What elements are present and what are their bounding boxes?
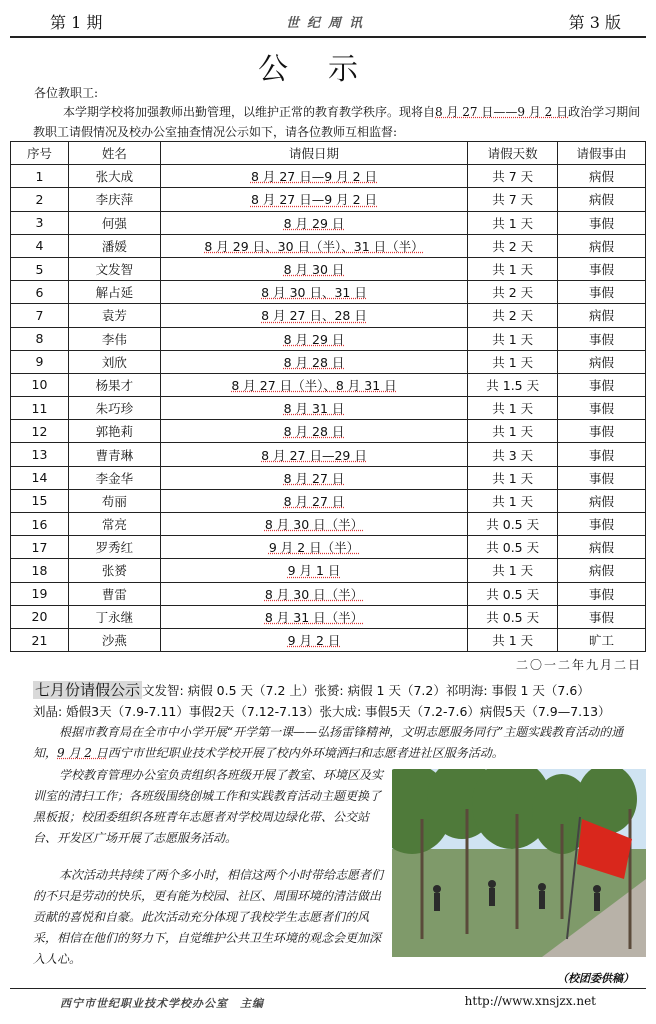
row-name: 郭艳莉 (68, 420, 160, 443)
row-date: 8 月 28 日 (160, 350, 467, 373)
row-date: 8 月 27 日—9 月 2 日 (160, 188, 467, 211)
table-body (11, 165, 646, 652)
page-footer (10, 988, 646, 1019)
row-name: 何强 (68, 211, 160, 234)
row-date: 8 月 31 日 (160, 397, 467, 420)
row-reason: 事假 (558, 257, 646, 280)
row-days: 共 1 天 (468, 397, 558, 420)
row-reason: 病假 (558, 350, 646, 373)
intro-paragraph (33, 102, 642, 142)
row-reason: 事假 (558, 397, 646, 420)
table-row (11, 304, 646, 327)
row-name: 丁永继 (68, 605, 160, 628)
row-name: 苟丽 (68, 489, 160, 512)
row-days: 共 1 天 (468, 327, 558, 350)
table-row (11, 397, 646, 420)
row-index: 16 (11, 513, 69, 536)
july-line-2: 刘晶: 婚假3天（7.9-7.11）事假2天（7.12-7.13）张大成: 事假5天（7.2-7.6）病假5天（7.9—7.13） (33, 704, 611, 719)
row-reason: 病假 (558, 559, 646, 582)
col-header-name: 姓名 (68, 142, 160, 165)
row-reason: 事假 (558, 420, 646, 443)
row-name: 文发智 (68, 257, 160, 280)
table-row (11, 536, 646, 559)
row-date: 8 月 29 日 (160, 211, 467, 234)
row-index: 9 (11, 350, 69, 373)
intro-date-range: 8 月 27 日——9 月 2 日 (435, 105, 569, 119)
row-days: 共 0.5 天 (468, 605, 558, 628)
row-name: 刘欣 (68, 350, 160, 373)
row-index: 3 (11, 211, 69, 234)
table-row (11, 489, 646, 512)
row-index: 14 (11, 466, 69, 489)
notice-date: 二〇一二年九月二日 (515, 658, 642, 672)
row-reason: 事假 (558, 582, 646, 605)
row-index: 6 (11, 281, 69, 304)
row-date: 8 月 30 日（半） (160, 582, 467, 605)
row-date: 9 月 2 日 (160, 628, 467, 651)
table-row (11, 257, 646, 280)
issue-number: 第 1 期 (50, 13, 103, 32)
table-row (11, 466, 646, 489)
row-name: 解占延 (68, 281, 160, 304)
row-days: 共 2 天 (468, 281, 558, 304)
intro-text-2: 政治学习期间教职工请假情况及校办公室抽查情况公示如下，请各位教师互相监督: (33, 105, 641, 139)
row-days: 共 3 天 (468, 443, 558, 466)
article-p1-text-a: 根据市教育局在全市中小学开展“开学第一课——弘扬雷锋精神，文明志愿服务同行”主题实践教育活动的通知， (33, 725, 624, 760)
page-header (10, 6, 646, 38)
leave-table (10, 141, 646, 652)
row-date: 8 月 29 日、30 日（半）、31 日（半） (160, 234, 467, 257)
row-name: 张赟 (68, 559, 160, 582)
row-reason: 事假 (558, 281, 646, 304)
row-index: 8 (11, 327, 69, 350)
row-reason: 事假 (558, 373, 646, 396)
july-line-1: 文发智: 病假 0.5 天（7.2 上）张赟: 病假 1 天（7.2）祁明海: 事假 1 天（7.6） (142, 683, 590, 698)
row-reason: 事假 (558, 443, 646, 466)
row-days: 共 1 天 (468, 420, 558, 443)
row-name: 罗秀红 (68, 536, 160, 559)
volunteer-photo (392, 769, 646, 957)
row-index: 7 (11, 304, 69, 327)
table-row (11, 234, 646, 257)
article-paragraph-1 (33, 722, 643, 764)
row-reason: 事假 (558, 327, 646, 350)
table-row (11, 443, 646, 466)
row-days: 共 1 天 (468, 211, 558, 234)
july-leave-notice (33, 680, 643, 764)
row-date: 9 月 2 日（半） (160, 536, 467, 559)
row-days: 共 1 天 (468, 489, 558, 512)
table-row (11, 327, 646, 350)
table-row (11, 281, 646, 304)
article-paragraph-3: 本次活动共持续了两个多小时，相信这两个小时带给志愿者们的不只是劳动的快乐，更有能为校园、社区、周围环境的清洁做出贡献的喜悦和自豪。此次活动充分体现了我校学生志愿者们的风采，相信在他们的努力下，自觉维护公共卫生环境的观念会更加深入人心。 (33, 868, 384, 966)
row-reason: 事假 (558, 605, 646, 628)
row-days: 共 1 天 (468, 257, 558, 280)
row-reason: 病假 (558, 165, 646, 188)
row-reason: 病假 (558, 188, 646, 211)
row-index: 20 (11, 605, 69, 628)
row-reason: 病假 (558, 234, 646, 257)
page-title: 公示 (258, 52, 398, 87)
row-date: 8 月 30 日 (160, 257, 467, 280)
row-index: 10 (11, 373, 69, 396)
article-p1-text-b: 西宁市世纪职业技术学校开展了校内外环境洒扫和志愿者进社区服务活动。 (107, 746, 504, 760)
table-row (11, 559, 646, 582)
table-row (11, 165, 646, 188)
intro-text-1: 本学期学校将加强教师出勤管理，以维护正常的教育教学秩序。现将自 (63, 105, 436, 119)
table-row (11, 350, 646, 373)
page-number: 第 3 版 (568, 13, 621, 32)
row-index: 15 (11, 489, 69, 512)
row-days: 共 1 天 (468, 628, 558, 651)
row-days: 共 1 天 (468, 466, 558, 489)
row-name: 李金华 (68, 466, 160, 489)
table-row (11, 605, 646, 628)
row-date: 8 月 30 日、31 日 (160, 281, 467, 304)
row-name: 李伟 (68, 327, 160, 350)
row-reason: 旷工 (558, 628, 646, 651)
row-name: 张大成 (68, 165, 160, 188)
row-index: 17 (11, 536, 69, 559)
row-days: 共 0.5 天 (468, 582, 558, 605)
row-days: 共 1.5 天 (468, 373, 558, 396)
row-reason: 事假 (558, 211, 646, 234)
row-name: 曹雷 (68, 582, 160, 605)
row-date: 8 月 27 日 (160, 489, 467, 512)
row-name: 常亮 (68, 513, 160, 536)
row-date: 8 月 27 日—29 日 (160, 443, 467, 466)
row-date: 8 月 27 日、28 日 (160, 304, 467, 327)
row-index: 2 (11, 188, 69, 211)
row-reason: 病假 (558, 304, 646, 327)
row-date: 8 月 29 日 (160, 327, 467, 350)
row-name: 袁芳 (68, 304, 160, 327)
row-reason: 事假 (558, 466, 646, 489)
table-row (11, 420, 646, 443)
row-index: 18 (11, 559, 69, 582)
photo-credit: （校团委供稿） (557, 972, 634, 985)
row-reason: 病假 (558, 489, 646, 512)
row-days: 共 1 天 (468, 559, 558, 582)
row-name: 朱巧珍 (68, 397, 160, 420)
row-date: 9 月 1 日 (160, 559, 467, 582)
table-row (11, 513, 646, 536)
newsletter-name: 世纪周讯 (285, 16, 370, 31)
row-index: 19 (11, 582, 69, 605)
row-index: 1 (11, 165, 69, 188)
row-days: 共 0.5 天 (468, 513, 558, 536)
col-header-index: 序号 (11, 142, 69, 165)
table-row (11, 188, 646, 211)
table-row (11, 211, 646, 234)
row-index: 4 (11, 234, 69, 257)
table-row (11, 628, 646, 651)
greeting: 各位教职工: (34, 86, 99, 100)
row-index: 5 (11, 257, 69, 280)
article-paragraph-2: 学校教育管理办公室负责组织各班级开展了教室、环境区及实训室的清扫工作；各班级围绕创城工作和实践教育活动主题更换了黑板报；校团委组织各班青年志愿者对学校周边绿化带、公交站台、开发区广场开展了志愿服务活动。 (33, 768, 384, 845)
row-days: 共 7 天 (468, 188, 558, 211)
col-header-reason: 请假事由 (558, 142, 646, 165)
row-reason: 事假 (558, 513, 646, 536)
row-date: 8 月 31 日（半） (160, 605, 467, 628)
col-header-days: 请假天数 (468, 142, 558, 165)
row-name: 曹青琳 (68, 443, 160, 466)
row-date: 8 月 27 日（半）、8 月 31 日 (160, 373, 467, 396)
row-days: 共 2 天 (468, 234, 558, 257)
row-name: 潘媛 (68, 234, 160, 257)
row-name: 杨果才 (68, 373, 160, 396)
footer-editor: 西宁市世纪职业技术学校办公室 主编 (60, 997, 264, 1010)
row-index: 13 (11, 443, 69, 466)
row-index: 21 (11, 628, 69, 651)
row-date: 8 月 27 日 (160, 466, 467, 489)
table-row (11, 582, 646, 605)
row-name: 李庆萍 (68, 188, 160, 211)
row-days: 共 7 天 (468, 165, 558, 188)
row-date: 8 月 30 日（半） (160, 513, 467, 536)
row-days: 共 1 天 (468, 350, 558, 373)
row-index: 11 (11, 397, 69, 420)
row-reason: 病假 (558, 536, 646, 559)
row-date: 8 月 27 日—9 月 2 日 (160, 165, 467, 188)
table-row (11, 373, 646, 396)
footer-url: http://www.xnsjzx.net (464, 994, 596, 1008)
july-heading: 七月份请假公示 (35, 681, 141, 699)
table-header-row (11, 142, 646, 165)
row-name: 沙燕 (68, 628, 160, 651)
row-days: 共 0.5 天 (468, 536, 558, 559)
row-date: 8 月 28 日 (160, 420, 467, 443)
row-index: 12 (11, 420, 69, 443)
article-p1-date: 9 月 2 日 (57, 746, 108, 760)
row-days: 共 2 天 (468, 304, 558, 327)
col-header-date: 请假日期 (160, 142, 467, 165)
